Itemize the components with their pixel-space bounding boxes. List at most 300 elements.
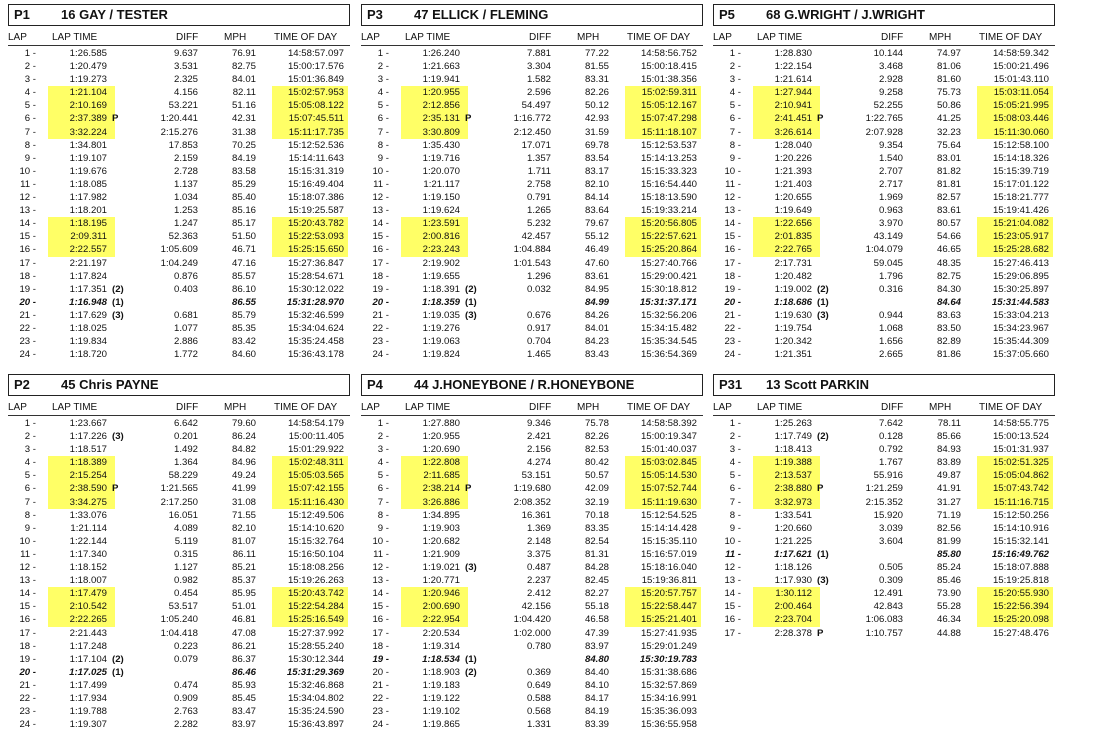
lap-note: (3) [817, 575, 829, 587]
lap-number: 15 - [19, 231, 36, 243]
table-row [8, 666, 350, 679]
lap-time: 1:18.007 [69, 575, 107, 587]
diff-value: 15.920 [873, 509, 903, 521]
column-headers [8, 400, 350, 415]
diff-value: 1.540 [878, 152, 903, 164]
table-row [713, 587, 1055, 600]
lap-time: 1:16.948 [69, 296, 107, 308]
table-row [8, 718, 350, 731]
lap-number: 16 - [372, 614, 389, 626]
table-row [8, 191, 350, 204]
diff-value: 10.144 [873, 48, 903, 59]
lap-number: 20 - [372, 666, 389, 678]
lap-note: (3) [112, 431, 124, 443]
diff-value: 0.369 [526, 666, 551, 678]
time-of-day: 15:29:00.421 [640, 270, 697, 282]
diff-value: 0.649 [526, 679, 551, 691]
lap-time: 1:28.040 [774, 139, 812, 151]
time-of-day: 15:07:47.298 [640, 113, 697, 125]
mph-value: 83.17 [584, 165, 609, 177]
table-row [8, 60, 350, 73]
mph-value: 85.37 [231, 575, 256, 587]
mph-value: 84.17 [584, 692, 609, 704]
table-row [713, 204, 1055, 217]
lap-time: 1:22.154 [774, 61, 812, 73]
diff-value: 0.032 [526, 283, 551, 295]
table-row [8, 613, 350, 626]
lap-time: 1:19.834 [69, 336, 107, 348]
mph-value: 31.08 [231, 496, 256, 508]
mph-value: 69.78 [584, 139, 609, 151]
table-row [361, 178, 703, 191]
lap-number: 21 - [372, 309, 389, 321]
lap-number: 7 - [729, 496, 741, 508]
lap-time: 1:19.307 [69, 719, 107, 731]
time-of-day: 15:15:39.719 [992, 165, 1049, 177]
lap-number: 13 - [19, 575, 36, 587]
column-header-mph: MPH [929, 402, 952, 413]
time-of-day: 15:14:10.620 [287, 522, 344, 534]
time-of-day: 14:58:57.097 [287, 48, 344, 59]
lap-time: 1:17.248 [69, 640, 107, 652]
time-of-day: 15:27:48.476 [992, 627, 1049, 639]
driver-name: 44 J.HONEYBONE / R.HONEYBONE [414, 377, 635, 392]
lap-table [361, 47, 703, 361]
lap-note: (2) [465, 666, 477, 678]
diff-value: 42.843 [873, 601, 903, 613]
lap-number: 3 - [24, 444, 36, 456]
diff-value: 2.886 [173, 336, 198, 348]
lap-time: 2:38.214 [422, 483, 460, 495]
lap-number: 21 - [19, 309, 36, 321]
lap-note: (2) [112, 653, 124, 665]
time-of-day: 15:05:08.122 [287, 100, 344, 112]
position-label: P1 [14, 7, 30, 22]
lap-number: 24 - [724, 349, 741, 361]
lap-time: 1:18.201 [69, 205, 107, 217]
lap-number: 14 - [19, 218, 36, 230]
lap-time: 1:19.150 [422, 192, 460, 204]
lap-number: 14 - [19, 588, 36, 600]
time-of-day: 15:18:16.040 [640, 562, 697, 574]
table-row [361, 112, 703, 125]
diff-value: 1.767 [878, 457, 903, 469]
lap-number: 5 - [24, 470, 36, 482]
lap-time: 1:19.314 [422, 640, 460, 652]
lap-time: 1:26.585 [69, 48, 107, 59]
lap-time: 1:18.391 [422, 283, 460, 295]
lap-number: 17 - [724, 627, 741, 639]
lap-time: 1:19.788 [69, 706, 107, 718]
lap-time: 1:17.479 [69, 588, 107, 600]
mph-value: 84.80 [584, 653, 609, 665]
table-row [713, 60, 1055, 73]
column-headers [361, 30, 703, 45]
diff-value: 1.465 [526, 349, 551, 361]
time-of-day: 15:36:55.958 [640, 719, 697, 731]
mph-value: 84.30 [936, 283, 961, 295]
lap-time: 1:22.808 [422, 457, 460, 469]
table-row [713, 509, 1055, 522]
diff-value: 0.474 [173, 679, 198, 691]
lap-time: 1:21.909 [422, 548, 460, 560]
lap-number: 19 - [19, 653, 36, 665]
lap-time: 1:18.686 [774, 296, 812, 308]
mph-value: 83.63 [936, 309, 961, 321]
table-row [8, 296, 350, 309]
time-of-day: 15:19:41.426 [992, 205, 1049, 217]
time-of-day: 15:05:21.995 [992, 100, 1049, 112]
lap-number: 23 - [372, 336, 389, 348]
lap-time: 2:41.451 [774, 113, 812, 125]
header-divider [8, 415, 350, 416]
lap-time: 3:32.973 [774, 496, 812, 508]
mph-value: 81.99 [936, 535, 961, 547]
time-of-day: 14:58:58.392 [640, 418, 697, 429]
diff-value: 4.274 [526, 457, 551, 469]
column-header-mph: MPH [577, 402, 600, 413]
diff-value: 54.497 [521, 100, 551, 112]
time-of-day: 15:30:19.783 [639, 653, 697, 665]
table-row [361, 322, 703, 335]
lap-number: 1 - [377, 418, 389, 429]
diff-value: 1:04.420 [513, 614, 551, 626]
lap-number: 10 - [372, 165, 389, 177]
mph-value: 71.55 [231, 509, 256, 521]
lap-time: 1:19.655 [422, 270, 460, 282]
lap-time: 1:19.388 [774, 457, 812, 469]
table-row [713, 322, 1055, 335]
diff-value: 1.656 [878, 336, 903, 348]
lap-time: 2:23.704 [774, 614, 812, 626]
position-label: P3 [367, 7, 383, 22]
header-divider [361, 415, 703, 416]
lap-time: 1:19.276 [422, 322, 460, 334]
lap-number: 6 - [377, 483, 389, 495]
table-row [361, 348, 703, 361]
column-header-mph: MPH [224, 32, 247, 43]
table-row [8, 653, 350, 666]
diff-value: 53.221 [168, 100, 198, 112]
mph-value: 73.90 [936, 588, 961, 600]
lap-number: 8 - [24, 139, 36, 151]
table-row [8, 165, 350, 178]
diff-value: 2.325 [173, 74, 198, 86]
mph-value: 83.50 [936, 322, 961, 334]
lap-time: 2:11.685 [423, 470, 460, 482]
diff-value: 0.505 [878, 562, 903, 574]
diff-value: 0.681 [173, 309, 198, 321]
mph-value: 83.43 [584, 349, 609, 361]
table-row [713, 283, 1055, 296]
mph-value: 41.25 [936, 113, 961, 125]
time-of-day: 15:34:04.802 [287, 692, 344, 704]
time-of-day: 15:27:37.992 [287, 627, 344, 639]
time-of-day: 15:30:18.812 [640, 283, 697, 295]
lap-number: 9 - [24, 522, 36, 534]
lap-number: 7 - [24, 496, 36, 508]
mph-value: 49.87 [936, 470, 961, 482]
panel-header [8, 4, 350, 26]
table-row [713, 417, 1055, 430]
diff-value: 17.071 [521, 139, 551, 151]
lap-time: 2:01.835 [774, 231, 812, 243]
table-row [713, 613, 1055, 626]
lap-number: 21 - [724, 309, 741, 321]
diff-value: 16.051 [168, 509, 198, 521]
diff-value: 2.758 [526, 178, 551, 190]
table-row [713, 230, 1055, 243]
table-row [713, 443, 1055, 456]
time-of-day: 15:25:21.401 [640, 614, 697, 626]
diff-value: 0.128 [878, 431, 903, 443]
diff-value: 1.369 [526, 522, 551, 534]
lap-number: 4 - [377, 87, 389, 99]
mph-value: 46.34 [936, 614, 961, 626]
table-row [8, 335, 350, 348]
diff-value: 9.258 [878, 87, 903, 99]
diff-value: 0.909 [173, 692, 198, 704]
time-of-day: 15:11:17.735 [288, 126, 344, 138]
panel-header [361, 4, 703, 26]
mph-value: 47.16 [231, 257, 256, 269]
table-row [8, 561, 350, 574]
table-row [8, 178, 350, 191]
table-row [361, 296, 703, 309]
lap-time: 1:20.655 [774, 192, 812, 204]
lap-note: (2) [465, 283, 477, 295]
diff-value: 4.156 [173, 87, 198, 99]
lap-time: 1:23.667 [69, 418, 107, 429]
lap-time: 1:20.342 [774, 336, 812, 348]
lap-number: 4 - [377, 457, 389, 469]
mph-value: 83.42 [231, 336, 256, 348]
mph-value: 86.11 [232, 548, 256, 560]
table-row [361, 640, 703, 653]
mph-value: 46.81 [231, 614, 256, 626]
lap-number: 2 - [24, 61, 36, 73]
mph-value: 85.79 [231, 309, 256, 321]
column-header-time-of_day: TIME OF DAY [274, 402, 338, 413]
lap-number: 18 - [724, 270, 741, 282]
time-of-day: 15:35:44.309 [992, 336, 1049, 348]
time-of-day: 15:20:43.742 [287, 588, 344, 600]
table-row [361, 627, 703, 640]
lap-note: (3) [465, 562, 477, 574]
time-of-day: 15:29:06.895 [992, 270, 1049, 282]
diff-value: 5.232 [526, 218, 551, 230]
lap-number: 23 - [19, 706, 36, 718]
column-header-time-of_day: TIME OF DAY [979, 32, 1043, 43]
lap-number: 2 - [377, 61, 389, 73]
table-row [713, 309, 1055, 322]
lap-number: 20 - [19, 666, 36, 678]
diff-value: 53.151 [521, 470, 551, 482]
diff-value: 3.375 [526, 548, 551, 560]
time-of-day: 15:36:43.178 [287, 349, 344, 361]
table-row [361, 204, 703, 217]
diff-value: 2:15.352 [865, 496, 903, 508]
table-row [8, 443, 350, 456]
table-row [713, 535, 1055, 548]
time-of-day: 15:03:11.054 [993, 87, 1049, 99]
mph-value: 31.59 [584, 126, 609, 138]
mph-value: 81.07 [231, 535, 256, 547]
lap-time: 1:33.076 [69, 509, 107, 521]
mph-value: 85.46 [936, 575, 961, 587]
mph-value: 51.50 [231, 231, 256, 243]
column-header-time-of_day: TIME OF DAY [979, 402, 1043, 413]
time-of-day: 15:12:50.256 [992, 509, 1049, 521]
diff-value: 1.364 [173, 457, 198, 469]
lap-time: 1:34.895 [422, 509, 460, 521]
lap-number: 18 - [372, 640, 389, 652]
column-header-lap: LAP [8, 402, 27, 413]
lap-time: 1:18.195 [69, 218, 107, 230]
diff-value: 3.970 [878, 218, 903, 230]
lap-time: 2:17.731 [774, 257, 812, 269]
lap-time: 1:28.830 [774, 48, 812, 59]
diff-value: 59.045 [873, 257, 903, 269]
time-of-day: 15:19:25.587 [287, 205, 344, 217]
table-row [713, 112, 1055, 125]
lap-time: 1:26.240 [422, 48, 460, 59]
time-of-day: 15:15:33.323 [640, 165, 697, 177]
table-row [8, 482, 350, 495]
time-of-day: 15:30:12.344 [287, 653, 344, 665]
table-row [361, 99, 703, 112]
table-row [8, 509, 350, 522]
time-of-day: 15:32:46.599 [287, 309, 344, 321]
mph-value: 82.11 [232, 87, 256, 99]
lap-time: 2:22.557 [69, 244, 107, 256]
time-of-day: 15:00:11.405 [288, 431, 344, 443]
table-row [361, 191, 703, 204]
lap-number: 5 - [729, 100, 741, 112]
mph-value: 82.75 [231, 61, 256, 73]
mph-value: 42.93 [584, 113, 609, 125]
column-header-lap-time: LAP TIME [757, 32, 803, 43]
lap-number: 10 - [372, 535, 389, 547]
time-of-day: 15:29:01.249 [640, 640, 697, 652]
lap-number: 13 - [372, 575, 389, 587]
table-row [361, 522, 703, 535]
lap-time: 1:18.085 [69, 178, 107, 190]
time-of-day: 15:07:42.155 [287, 483, 344, 495]
mph-value: 31.38 [231, 126, 256, 138]
mph-value: 85.21 [231, 562, 256, 574]
lap-number: 12 - [724, 192, 741, 204]
time-of-day: 15:01:29.922 [287, 444, 344, 456]
mph-value: 84.82 [231, 444, 256, 456]
lap-number: 13 - [724, 575, 741, 587]
time-of-day: 15:27:46.413 [992, 257, 1049, 269]
lap-time: 2:10.169 [69, 100, 107, 112]
mph-value: 84.40 [584, 666, 609, 678]
lap-number: 9 - [377, 152, 389, 164]
lap-time: 1:20.682 [422, 535, 460, 547]
mph-value: 86.37 [231, 653, 256, 665]
lap-number: 6 - [729, 483, 741, 495]
lap-number: 15 - [19, 601, 36, 613]
lap-number: 22 - [19, 322, 36, 334]
lap-time: 1:23.591 [422, 218, 460, 230]
mph-value: 42.31 [231, 113, 256, 125]
table-row [713, 139, 1055, 152]
time-of-day: 15:34:04.624 [287, 322, 344, 334]
lap-number: 5 - [729, 470, 741, 482]
time-of-day: 15:18:07.386 [287, 192, 344, 204]
mph-value: 81.55 [584, 61, 609, 73]
diff-value: 1:04.249 [160, 257, 198, 269]
diff-value: 42.156 [521, 601, 551, 613]
mph-value: 55.18 [584, 601, 609, 613]
table-row [8, 99, 350, 112]
lap-time: 1:22.656 [774, 218, 812, 230]
lap-time: 2:12.856 [422, 100, 460, 112]
table-row [713, 126, 1055, 139]
lap-time: 2:22.954 [422, 614, 460, 626]
column-header-lap: LAP [713, 32, 732, 43]
lap-time: 1:21.614 [774, 74, 812, 86]
mph-value: 82.56 [936, 522, 961, 534]
mph-value: 41.99 [231, 483, 256, 495]
mph-value: 82.26 [584, 87, 609, 99]
time-of-day: 15:31:28.970 [286, 296, 344, 308]
table-row [8, 574, 350, 587]
lap-time: 1:18.517 [69, 444, 107, 456]
table-row [713, 257, 1055, 270]
mph-value: 84.60 [231, 349, 256, 361]
mph-value: 83.97 [231, 719, 256, 731]
time-of-day: 15:31:29.369 [286, 666, 344, 678]
time-of-day: 15:25:28.682 [992, 244, 1049, 256]
lap-number: 24 - [372, 719, 389, 731]
time-of-day: 14:58:54.179 [287, 418, 344, 429]
table-row [361, 600, 703, 613]
lap-note: P [465, 483, 472, 495]
table-row [361, 217, 703, 230]
lap-number: 14 - [372, 218, 389, 230]
mph-value: 83.61 [936, 205, 961, 217]
diff-value: 52.255 [873, 100, 903, 112]
time-of-day: 15:14:11.643 [288, 152, 344, 164]
mph-value: 81.86 [936, 349, 961, 361]
lap-table [8, 47, 350, 361]
column-header-mph: MPH [577, 32, 600, 43]
table-row [8, 522, 350, 535]
diff-value: 1.253 [173, 205, 198, 217]
diff-value: 1:04.884 [513, 244, 551, 256]
mph-value: 55.28 [936, 601, 961, 613]
diff-value: 1:21.259 [865, 483, 903, 495]
mph-value: 50.57 [584, 470, 609, 482]
column-headers [713, 400, 1055, 415]
lap-time: 2:38.880 [774, 483, 812, 495]
mph-value: 81.31 [584, 548, 609, 560]
mph-value: 84.96 [231, 457, 256, 469]
table-row [713, 348, 1055, 361]
mph-value: 84.95 [584, 283, 609, 295]
lap-time: 1:19.630 [774, 309, 812, 321]
lap-time: 2:28.378 [774, 627, 812, 639]
time-of-day: 15:16:50.104 [287, 548, 344, 560]
lap-time: 1:19.102 [422, 706, 460, 718]
lap-number: 23 - [724, 336, 741, 348]
lap-table [713, 47, 1055, 361]
lap-time: 1:22.144 [69, 535, 107, 547]
time-of-day: 15:01:43.110 [993, 74, 1049, 86]
